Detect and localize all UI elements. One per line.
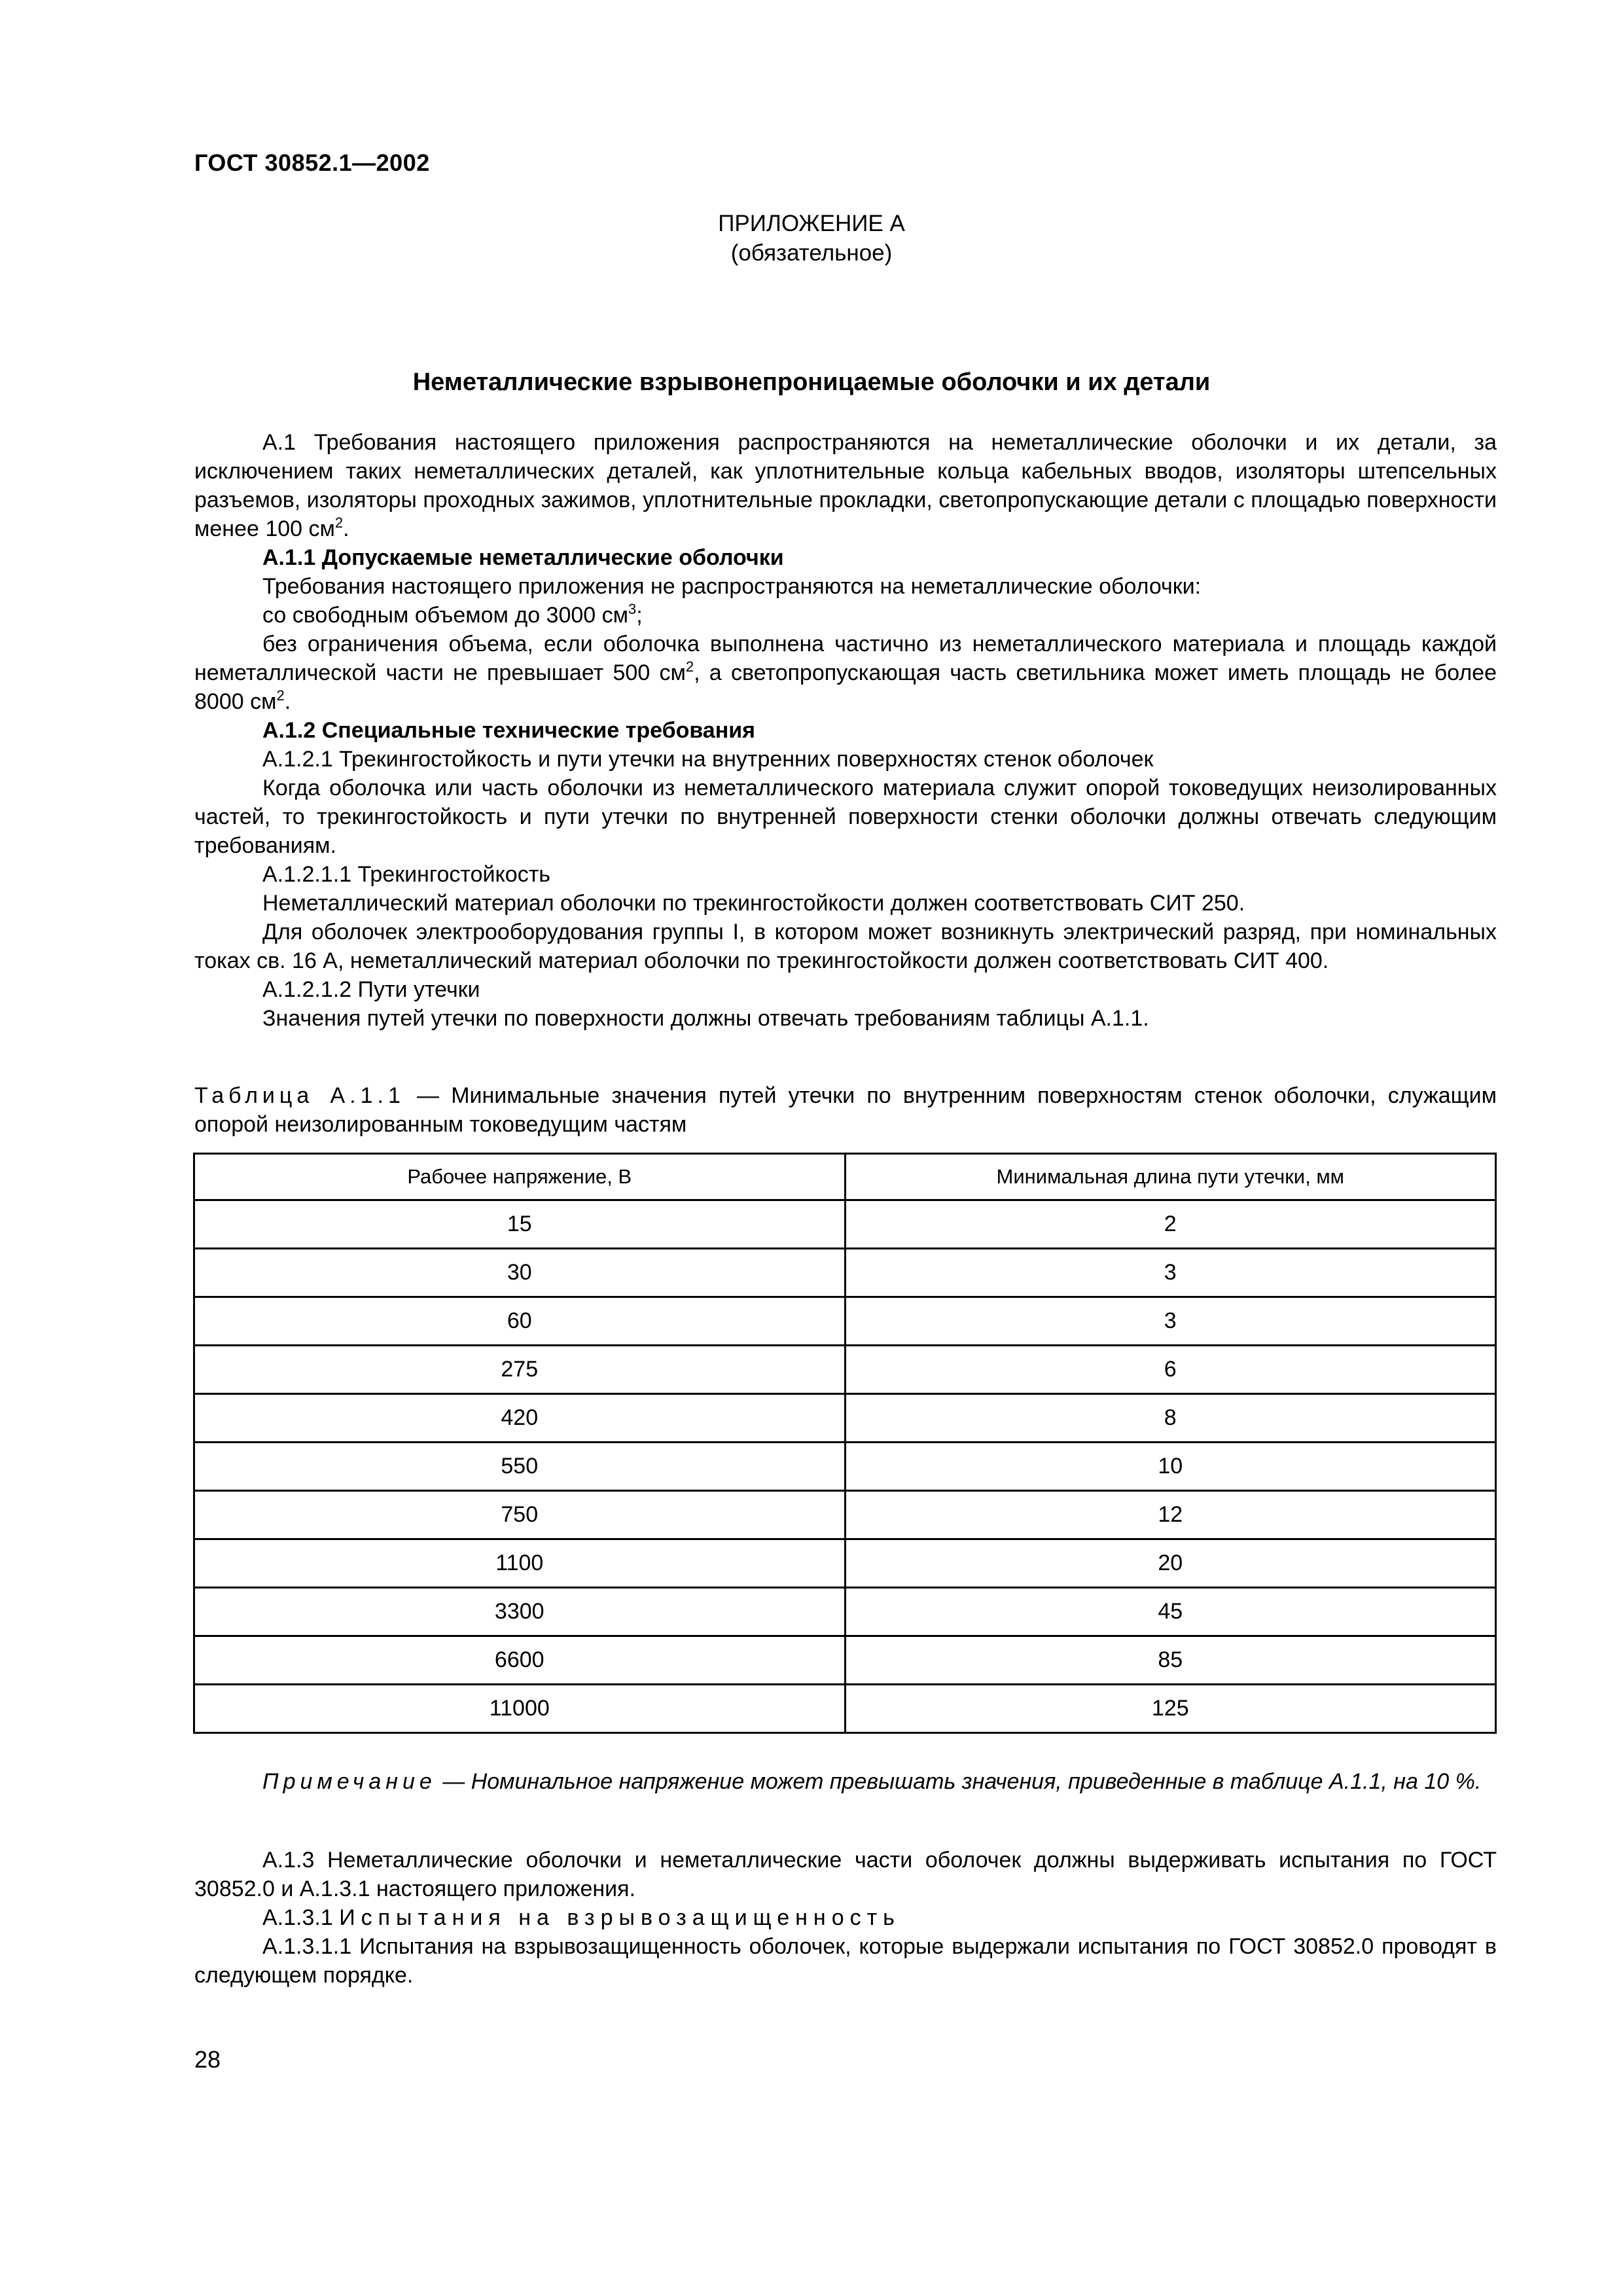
section-title: Неметаллические взрывонепроницаемые оболочки и их детали — [412, 368, 1211, 396]
length-cell: 20 — [845, 1539, 1496, 1588]
heading-a1212: А.1.2.1.2 Пути утечки — [262, 977, 480, 1002]
table-row — [194, 1200, 1496, 1249]
heading-a131-title: Испытания на взрывозащищенность — [339, 1905, 901, 1930]
heading-a131-number: А.1.3.1 — [262, 1905, 340, 1930]
paragraph-a1 — [194, 428, 1497, 543]
note-label: Примечание — [262, 1769, 437, 1794]
length-cell: 6 — [845, 1346, 1496, 1394]
table-caption-text: — Минимальные значения путей утечки по внутренним поверхностям стенок оболочки, служащим опорой неизолированным токоведущим частям — [194, 1083, 1497, 1137]
note-text: — Номинальное напряжение может превышать значения, приведенные в таблице А.1.1, на 10 %. — [436, 1769, 1482, 1794]
length-cell: 3 — [845, 1249, 1496, 1297]
table-row — [194, 1491, 1496, 1539]
paragraph-a1212: Значения путей утечки по поверхности должны отвечать требованиям таблицы А.1.1. — [262, 1006, 1149, 1031]
voltage-cell: 1100 — [194, 1539, 846, 1588]
punctuation: . — [284, 689, 291, 714]
heading-a12: А.1.2 Специальные технические требования — [262, 718, 755, 743]
column-header-leakage-length: Минимальная длина пути утечки, мм — [845, 1154, 1496, 1200]
voltage-cell: 11000 — [194, 1685, 846, 1733]
table-row — [194, 1539, 1496, 1588]
main-text-continued — [194, 1846, 1497, 1990]
superscript: 3 — [628, 601, 637, 617]
table-row — [194, 1297, 1496, 1346]
table-row — [194, 1394, 1496, 1443]
voltage-cell: 15 — [194, 1200, 846, 1249]
list-item-volume — [194, 601, 1497, 630]
superscript: 2 — [334, 514, 344, 531]
table-header-row — [194, 1154, 1496, 1200]
voltage-cell: 420 — [194, 1394, 846, 1443]
paragraph-a1211-2: Для оболочек электрооборудования группы I, в котором может возникнуть электрический разряд, при номинальных токах св. 16 А, неметаллический материал оболочки по трекингостойкости должен соответствовать СИТ 400. — [194, 920, 1497, 973]
table-caption — [194, 1081, 1497, 1139]
appendix-title: ПРИЛОЖЕНИЕ А — [718, 211, 905, 236]
voltage-cell: 30 — [194, 1249, 846, 1297]
table-caption-label: Таблица А.1.1 — [194, 1083, 405, 1108]
list-item-text: со свободным объемом до 3000 см — [262, 603, 629, 628]
length-cell: 125 — [845, 1685, 1496, 1733]
column-header-voltage: Рабочее напряжение, В — [194, 1154, 846, 1200]
table-note — [194, 1767, 1497, 1796]
leakage-path-table — [193, 1153, 1497, 1734]
paragraph-a121: Когда оболочка или часть оболочки из неметаллического материала служит опорой токоведущих неизолированных частей, то трекингостойкость и пути утечки по внутренней поверхности стенки оболочки должны отвечать следующим требованиям. — [194, 776, 1497, 858]
list-item-text: , а светопропускающая часть светильника может иметь площадь не более 8000 см — [194, 660, 1497, 714]
table-row — [194, 1636, 1496, 1685]
voltage-cell: 3300 — [194, 1588, 846, 1636]
page-number: 28 — [194, 2046, 221, 2073]
length-cell: 10 — [845, 1443, 1496, 1491]
punctuation: ; — [636, 603, 643, 628]
heading-a1211: А.1.2.1.1 Трекингостойкость — [262, 862, 550, 887]
length-cell: 12 — [845, 1491, 1496, 1539]
length-cell: 8 — [845, 1394, 1496, 1443]
heading-a131 — [194, 1903, 1497, 1932]
document-code: ГОСТ 30852.1—2002 — [194, 149, 430, 176]
length-cell: 2 — [845, 1200, 1496, 1249]
length-cell: 85 — [845, 1636, 1496, 1685]
superscript: 2 — [685, 658, 694, 675]
paragraph-a11-intro: Требования настоящего приложения не распространяются на неметаллические оболочки: — [262, 574, 1202, 599]
heading-a121: А.1.2.1 Трекингостойкость и пути утечки на внутренних поверхностях стенок оболочек — [262, 747, 1154, 772]
paragraph-a1211-1: Неметаллический материал оболочки по трекингостойкости должен соответствовать СИТ 250. — [262, 891, 1245, 916]
paragraph-a13: А.1.3 Неметаллические оболочки и неметаллические части оболочек должны выдерживать испытания по ГОСТ 30852.0 и А.1.3.1 настоящего приложения. — [194, 1848, 1497, 1901]
table-row — [194, 1443, 1496, 1491]
superscript: 2 — [276, 687, 285, 704]
table-row — [194, 1249, 1496, 1297]
appendix-status: (обязательное) — [730, 240, 893, 266]
voltage-cell: 60 — [194, 1297, 846, 1346]
paragraph-a1-text: А.1 Требования настоящего приложения распространяются на неметаллические оболочки и их детали, за исключением таких неметаллических деталей, как уплотнительные кольца кабельных вводов, изоляторы штепсельных разъемов, изоляторы проходных зажимов, уплотнительные прокладки, светопропускающие детали с площадью поверхности менее 100 см — [194, 430, 1497, 541]
paragraph-a1311: А.1.3.1.1 Испытания на взрывозащищенность оболочек, которые выдержали испытания по ГОСТ 30852.0 проводят в следующем порядке. — [194, 1934, 1497, 1988]
list-item-text: без ограничения объема, если оболочка выполнена частично из неметаллического материала и площадь каждой неметаллической части не превышает 500 см — [194, 632, 1497, 685]
table-row — [194, 1588, 1496, 1636]
list-item-area — [194, 630, 1497, 716]
heading-a11: А.1.1 Допускаемые неметаллические оболочки — [262, 545, 784, 570]
voltage-cell: 550 — [194, 1443, 846, 1491]
punctuation: . — [343, 516, 349, 541]
voltage-cell: 6600 — [194, 1636, 846, 1685]
table-row — [194, 1685, 1496, 1733]
length-cell: 45 — [845, 1588, 1496, 1636]
length-cell: 3 — [845, 1297, 1496, 1346]
voltage-cell: 275 — [194, 1346, 846, 1394]
table-row — [194, 1346, 1496, 1394]
voltage-cell: 750 — [194, 1491, 846, 1539]
main-text — [194, 428, 1497, 1033]
